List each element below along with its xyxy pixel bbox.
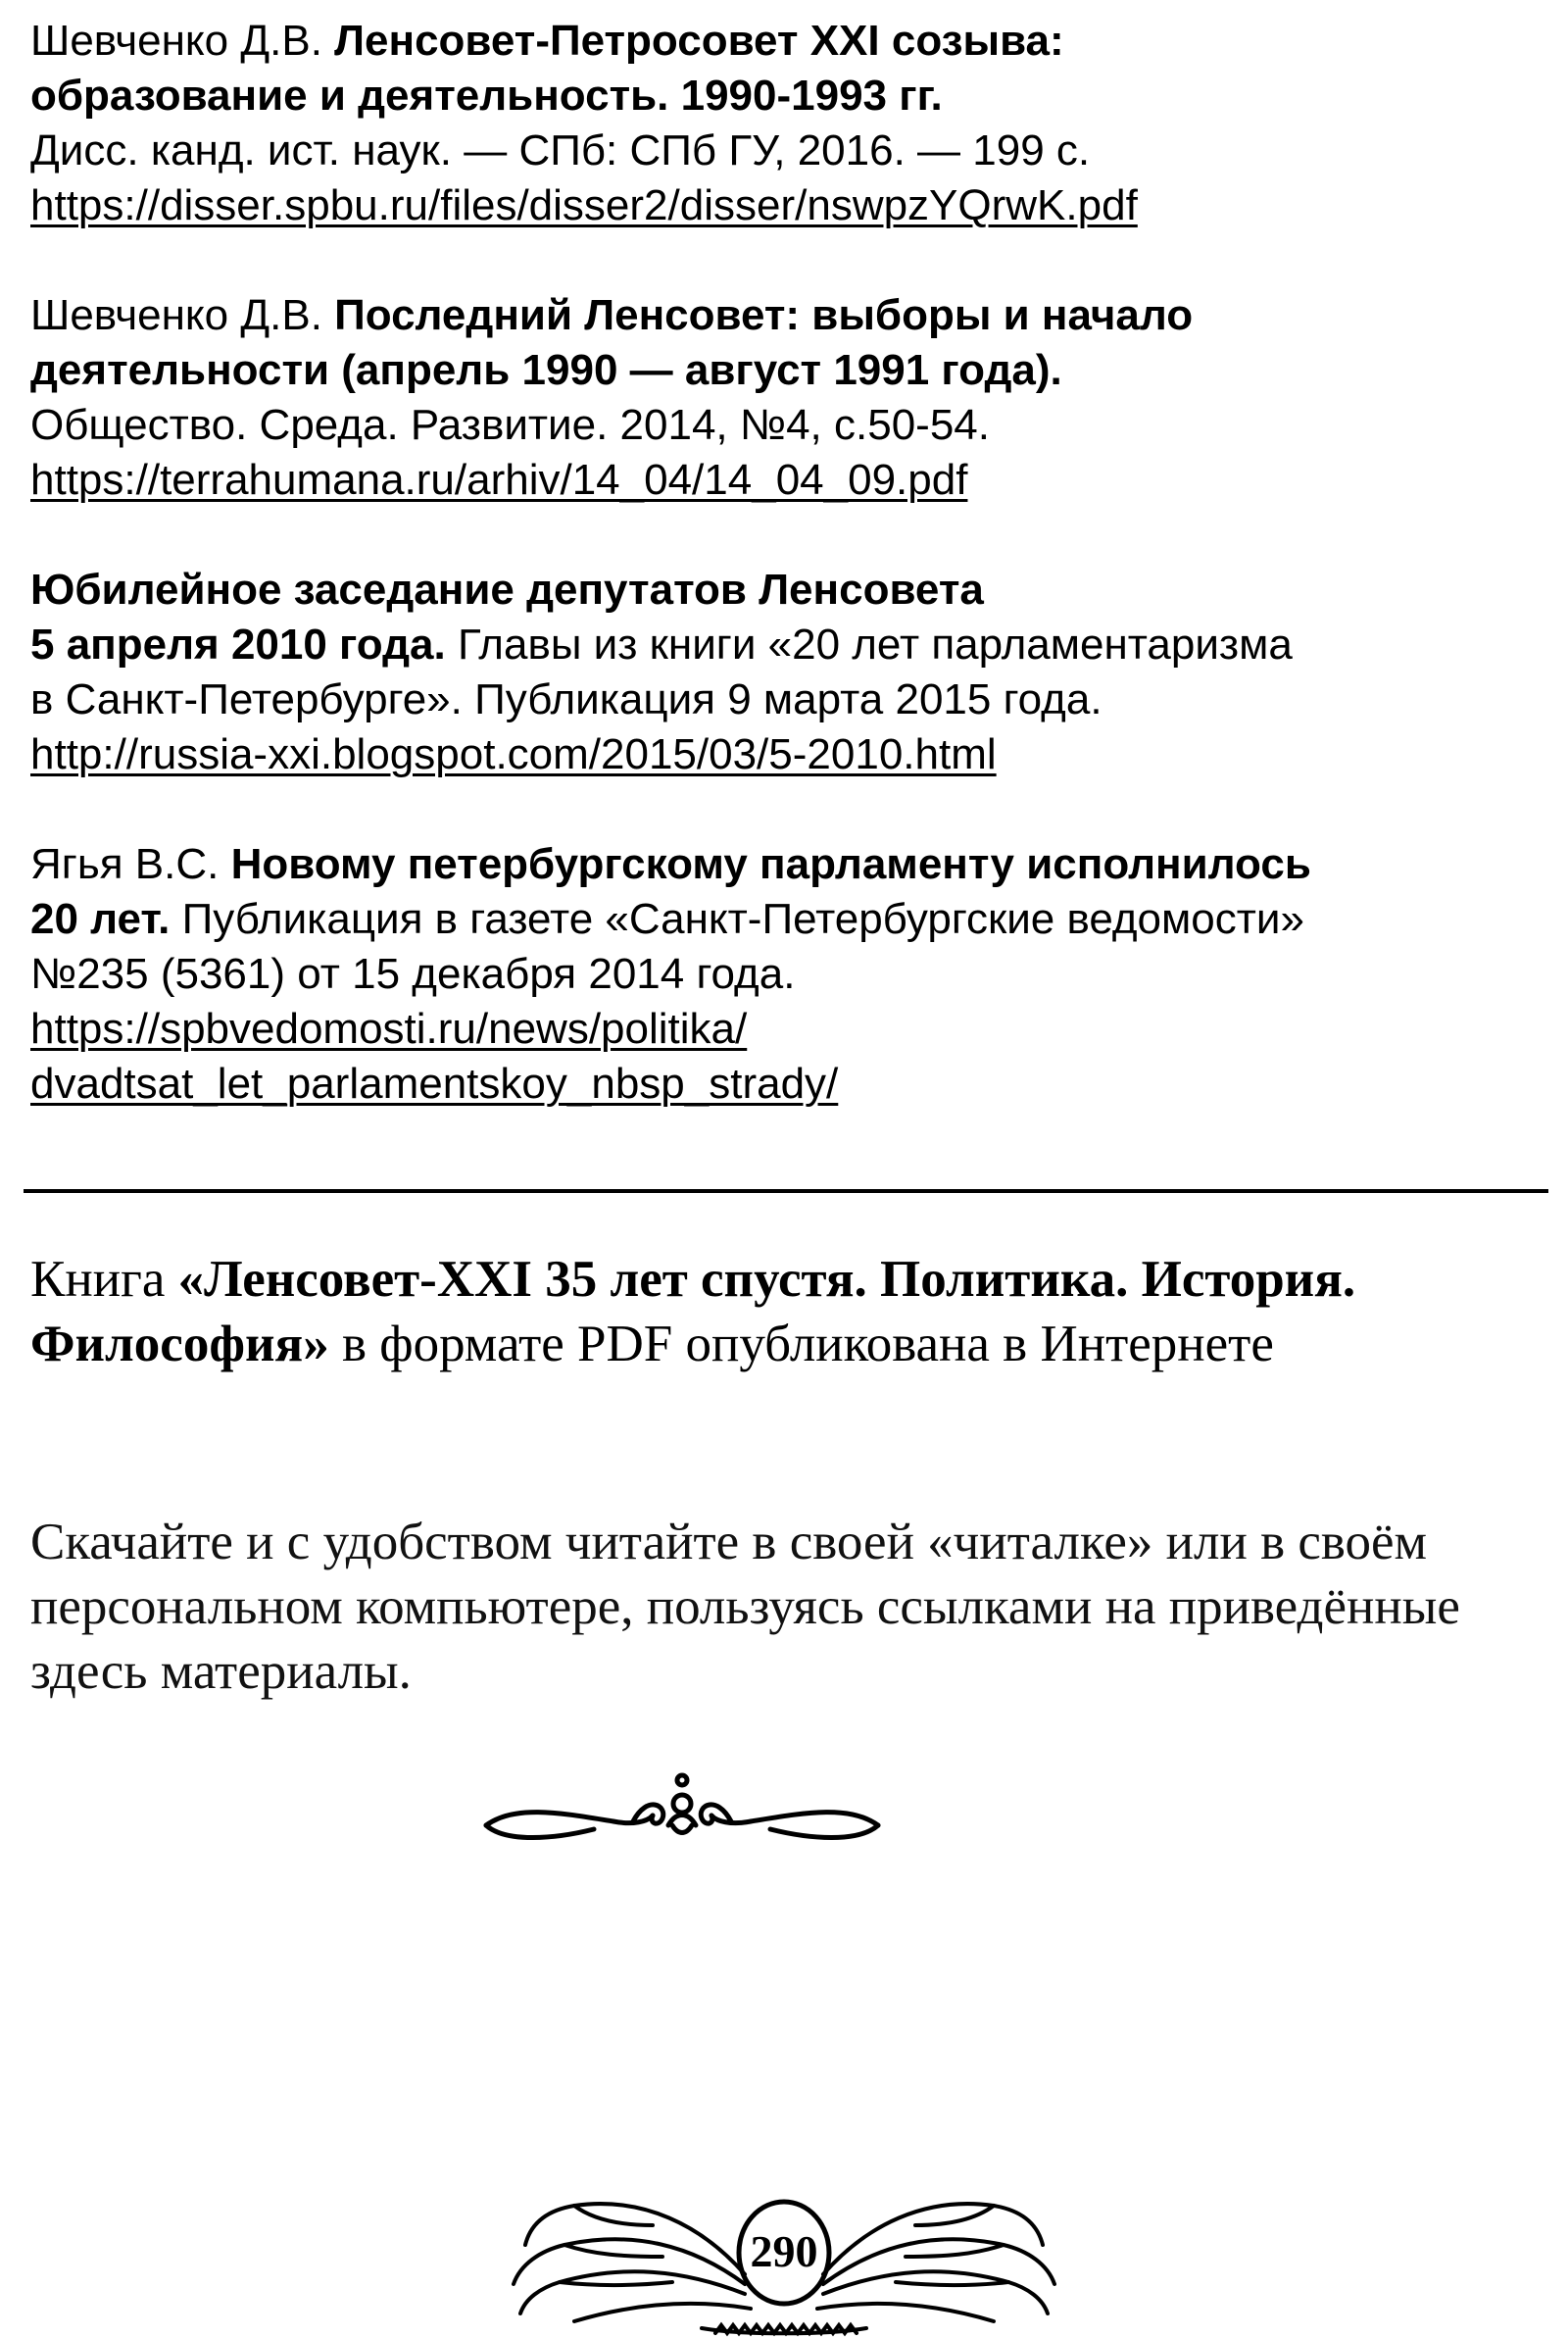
- reference-list: [30, 14, 1540, 1167]
- reference-details: Общество. Среда. Развитие. 2014, №4, с.50-54.: [30, 401, 990, 449]
- reference-details-cont: в Санкт-Петербурге». Публикация 9 марта 2015 года.: [30, 675, 1102, 723]
- announcement-suffix: в формате PDF опубликована в Интернете: [328, 1316, 1274, 1372]
- reference-author: Ягья В.С.: [30, 840, 231, 888]
- reference-author: Шевченко Д.В.: [30, 291, 335, 339]
- flourish-ornament-icon: [476, 1765, 888, 1863]
- reference-title: Юбилейное заседание депутатов Ленсовета: [30, 566, 984, 614]
- reference-title-line: [30, 837, 1540, 892]
- reference-title: Ленсовет-Петросовет XXI созыва:: [334, 17, 1064, 65]
- reference-details: Публикация в газете «Санкт-Петербургские ведомости»: [170, 895, 1304, 943]
- page-number: 290: [750, 2226, 818, 2276]
- reference-title-cont: образование и деятельность. 1990-1993 гг.: [30, 72, 943, 120]
- reference-details: Дисс. канд. ист. наук. — СПб: СПб ГУ, 2016. — 199 с.: [30, 126, 1091, 174]
- reference-link-cont[interactable]: dvadtsat_let_parlamentskoy_nbsp_strady/: [30, 1060, 839, 1108]
- book-title-cont: Философия»: [30, 1316, 329, 1372]
- reference-item: [30, 563, 1540, 782]
- download-note: Скачайте и с удобством читайте в своей «читалке» или в своём персональном компьютере, пользуясь ссылками на приведённые здесь материалы.: [30, 1514, 1460, 1700]
- reference-link[interactable]: http://russia-xxi.blogspot.com/2015/03/5-2010.html: [30, 730, 997, 778]
- reference-link[interactable]: https://disser.spbu.ru/files/disser2/disser/nswpzYQrwK.pdf: [30, 181, 1138, 229]
- reference-title-line: [30, 892, 1540, 947]
- reference-link[interactable]: https://spbvedomosti.ru/news/politika/: [30, 1005, 748, 1053]
- reference-title-cont: 5 апреля 2010 года.: [30, 621, 446, 669]
- reference-link[interactable]: https://terrahumana.ru/arhiv/14_04/14_04_09.pdf: [30, 456, 968, 504]
- reference-title: Последний Ленсовет: выборы и начало: [334, 291, 1194, 339]
- reference-title-line: [30, 14, 1540, 69]
- book-announcement: [30, 1247, 1540, 1376]
- book-title: «Ленсовет-XXI 35 лет спустя. Политика. История.: [177, 1251, 1356, 1308]
- reference-title-cont: деятельности (апрель 1990 — август 1991 года).: [30, 346, 1062, 394]
- reference-title: Новому петербургскому парламенту исполнилось: [230, 840, 1311, 888]
- section-divider: [24, 1189, 1548, 1193]
- reference-item: [30, 837, 1540, 1112]
- reference-details-cont: №235 (5361) от 15 декабря 2014 года.: [30, 950, 796, 998]
- reference-title-cont: 20 лет.: [30, 895, 171, 943]
- reference-title-line: [30, 618, 1540, 672]
- reference-author: Шевченко Д.В.: [30, 17, 335, 65]
- announcement-prefix: Книга: [30, 1251, 178, 1308]
- reference-item: [30, 14, 1540, 233]
- reference-title-line: [30, 288, 1540, 343]
- reference-details: Главы из книги «20 лет парламентаризма: [445, 621, 1293, 669]
- reference-item: [30, 288, 1540, 508]
